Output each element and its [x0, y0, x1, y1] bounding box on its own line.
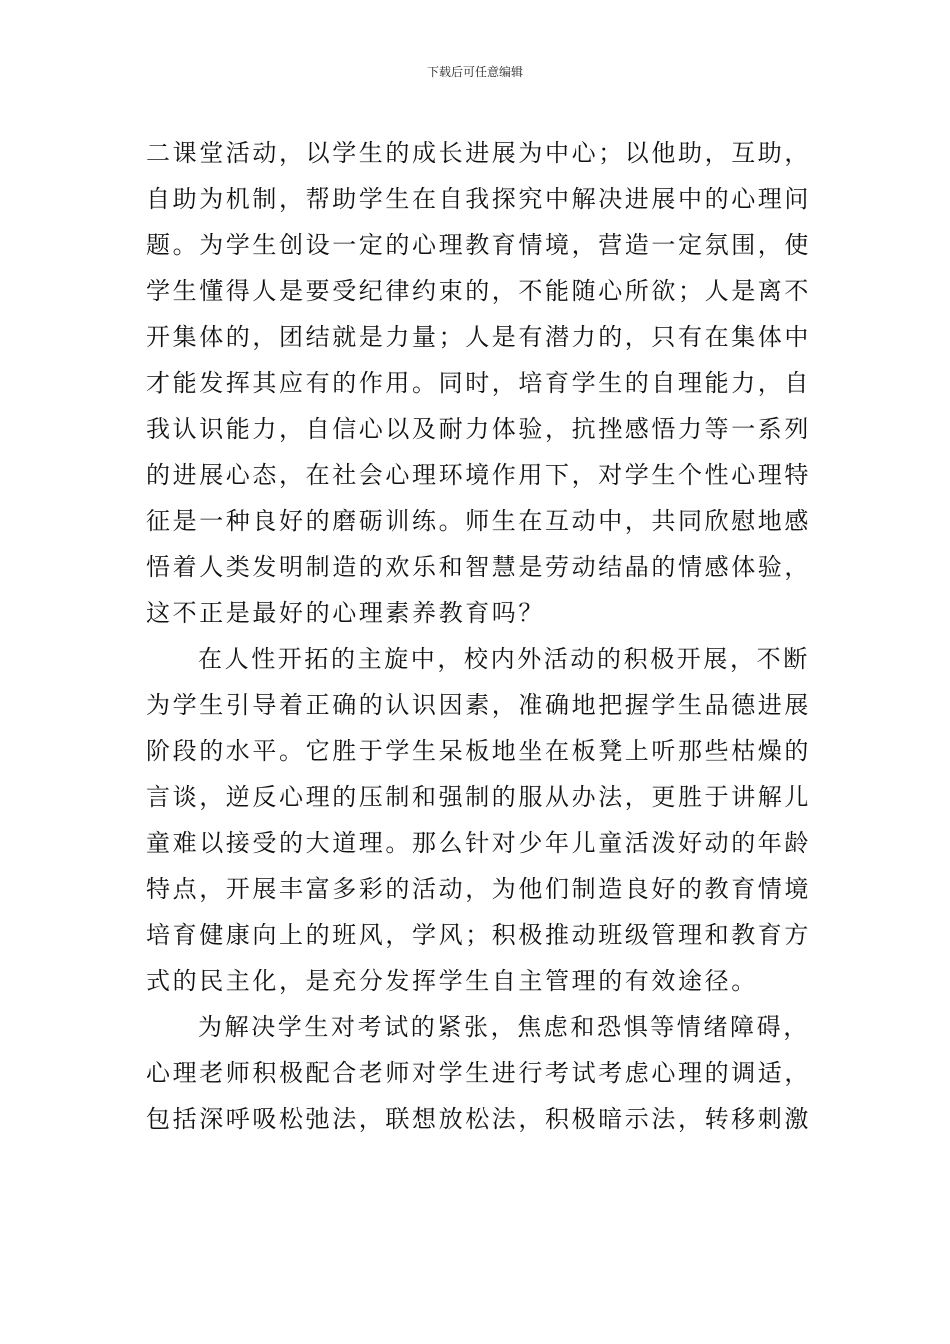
text-line: 悟着人类发明制造的欢乐和智慧是劳动结晶的情感体验， — [146, 553, 811, 581]
paragraph-first-line: 在人性开拓的主旋中，校内外活动的积极开展，不断 — [198, 645, 810, 673]
text-line: 征是一种良好的磨砺训练。师生在互动中，共同欣慰地感 — [146, 507, 811, 535]
text-line: 包括深呼吸松弛法，联想放松法，积极暗示法，转移刺激 — [146, 1105, 811, 1133]
body-text — [146, 130, 818, 1142]
text-line: 童难以接受的大道理。那么针对少年儿童活泼好动的年龄 — [146, 829, 811, 857]
text-line: 才能发挥其应有的作用。同时，培育学生的自理能力，自 — [146, 369, 811, 397]
text-line: 式的民主化，是充分发挥学生自主管理的有效途径。 — [146, 967, 758, 995]
text-line: 我认识能力，自信心以及耐力体验，抗挫感悟力等一系列 — [146, 415, 811, 443]
text-line: 自助为机制，帮助学生在自我探究中解决进展中的心理问 — [146, 185, 811, 213]
paragraph-first-line: 为解决学生对考试的紧张，焦虑和恐惧等情绪障碍， — [198, 1013, 810, 1041]
text-line: 学生懂得人是要受纪律约束的，不能随心所欲；人是离不 — [146, 277, 811, 305]
text-line: 阶段的水平。它胜于学生呆板地坐在板凳上听那些枯燥的 — [146, 737, 811, 765]
text-line: 题。为学生创设一定的心理教育情境，营造一定氛围，使 — [146, 231, 811, 259]
text-line: 心理老师积极配合老师对学生进行考试考虑心理的调适， — [146, 1059, 811, 1087]
text-line: 二课堂活动，以学生的成长进展为中心；以他助，互助， — [146, 139, 811, 167]
text-line: 的进展心态，在社会心理环境作用下，对学生个性心理特 — [146, 461, 811, 489]
text-line: 开集体的，团结就是力量；人是有潜力的，只有在集体中 — [146, 323, 811, 351]
page-header: 下载后可任意编辑 — [426, 65, 523, 79]
text-line: 特点，开展丰富多彩的活动，为他们制造良好的教育情境 — [146, 875, 811, 903]
text-line: 言谈，逆反心理的压制和强制的服从办法，更胜于讲解儿 — [146, 783, 811, 811]
text-line: 这不正是最好的心理素养教育吗？ — [146, 599, 545, 627]
text-line: 为学生引导着正确的认识因素，准确地把握学生品德进展 — [146, 691, 811, 719]
text-line: 培育健康向上的班风，学风；积极推动班级管理和教育方 — [146, 921, 811, 949]
